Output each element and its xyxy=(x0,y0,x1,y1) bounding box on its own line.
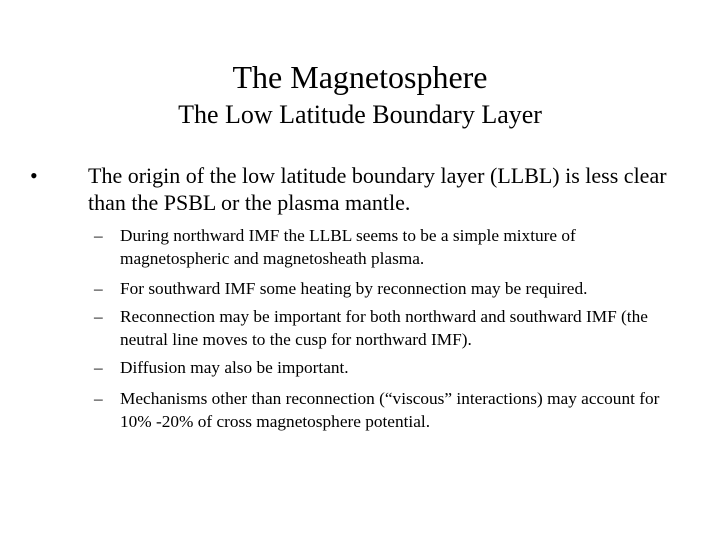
dash-marker: – xyxy=(94,279,103,298)
sub-bullet-item xyxy=(94,305,680,351)
dash-marker: – xyxy=(94,389,103,408)
sub-bullet-item xyxy=(94,224,680,270)
sub-bullet-item xyxy=(94,387,680,433)
bullet-item xyxy=(30,162,668,216)
sub-bullet-text: Reconnection may be important for both northward and southward IMF (the neutral line moves to the cusp for northward IMF). xyxy=(120,307,648,349)
sub-bullet-item xyxy=(94,277,680,300)
sub-bullet-text: For southward IMF some heating by reconnection may be required. xyxy=(120,279,588,298)
slide-title: The Magnetosphere xyxy=(232,59,488,95)
dash-marker: – xyxy=(94,358,103,377)
bullet-text: The origin of the low latitude boundary layer (LLBL) is less clear than the PSBL or the plasma mantle. xyxy=(88,163,667,215)
slide-subtitle: The Low Latitude Boundary Layer xyxy=(178,100,542,129)
sub-bullet-text: During northward IMF the LLBL seems to be a simple mixture of magnetospheric and magnetosheath plasma. xyxy=(120,226,576,268)
sub-bullet-text: Mechanisms other than reconnection (“viscous” interactions) may account for 10% -20% of cross magnetosphere potential. xyxy=(120,389,660,431)
dash-marker: – xyxy=(94,226,103,245)
dash-marker: – xyxy=(94,307,103,326)
sub-bullet-text: Diffusion may also be important. xyxy=(120,358,349,377)
sub-bullet-item xyxy=(94,356,680,379)
bullet-marker: • xyxy=(30,163,38,188)
